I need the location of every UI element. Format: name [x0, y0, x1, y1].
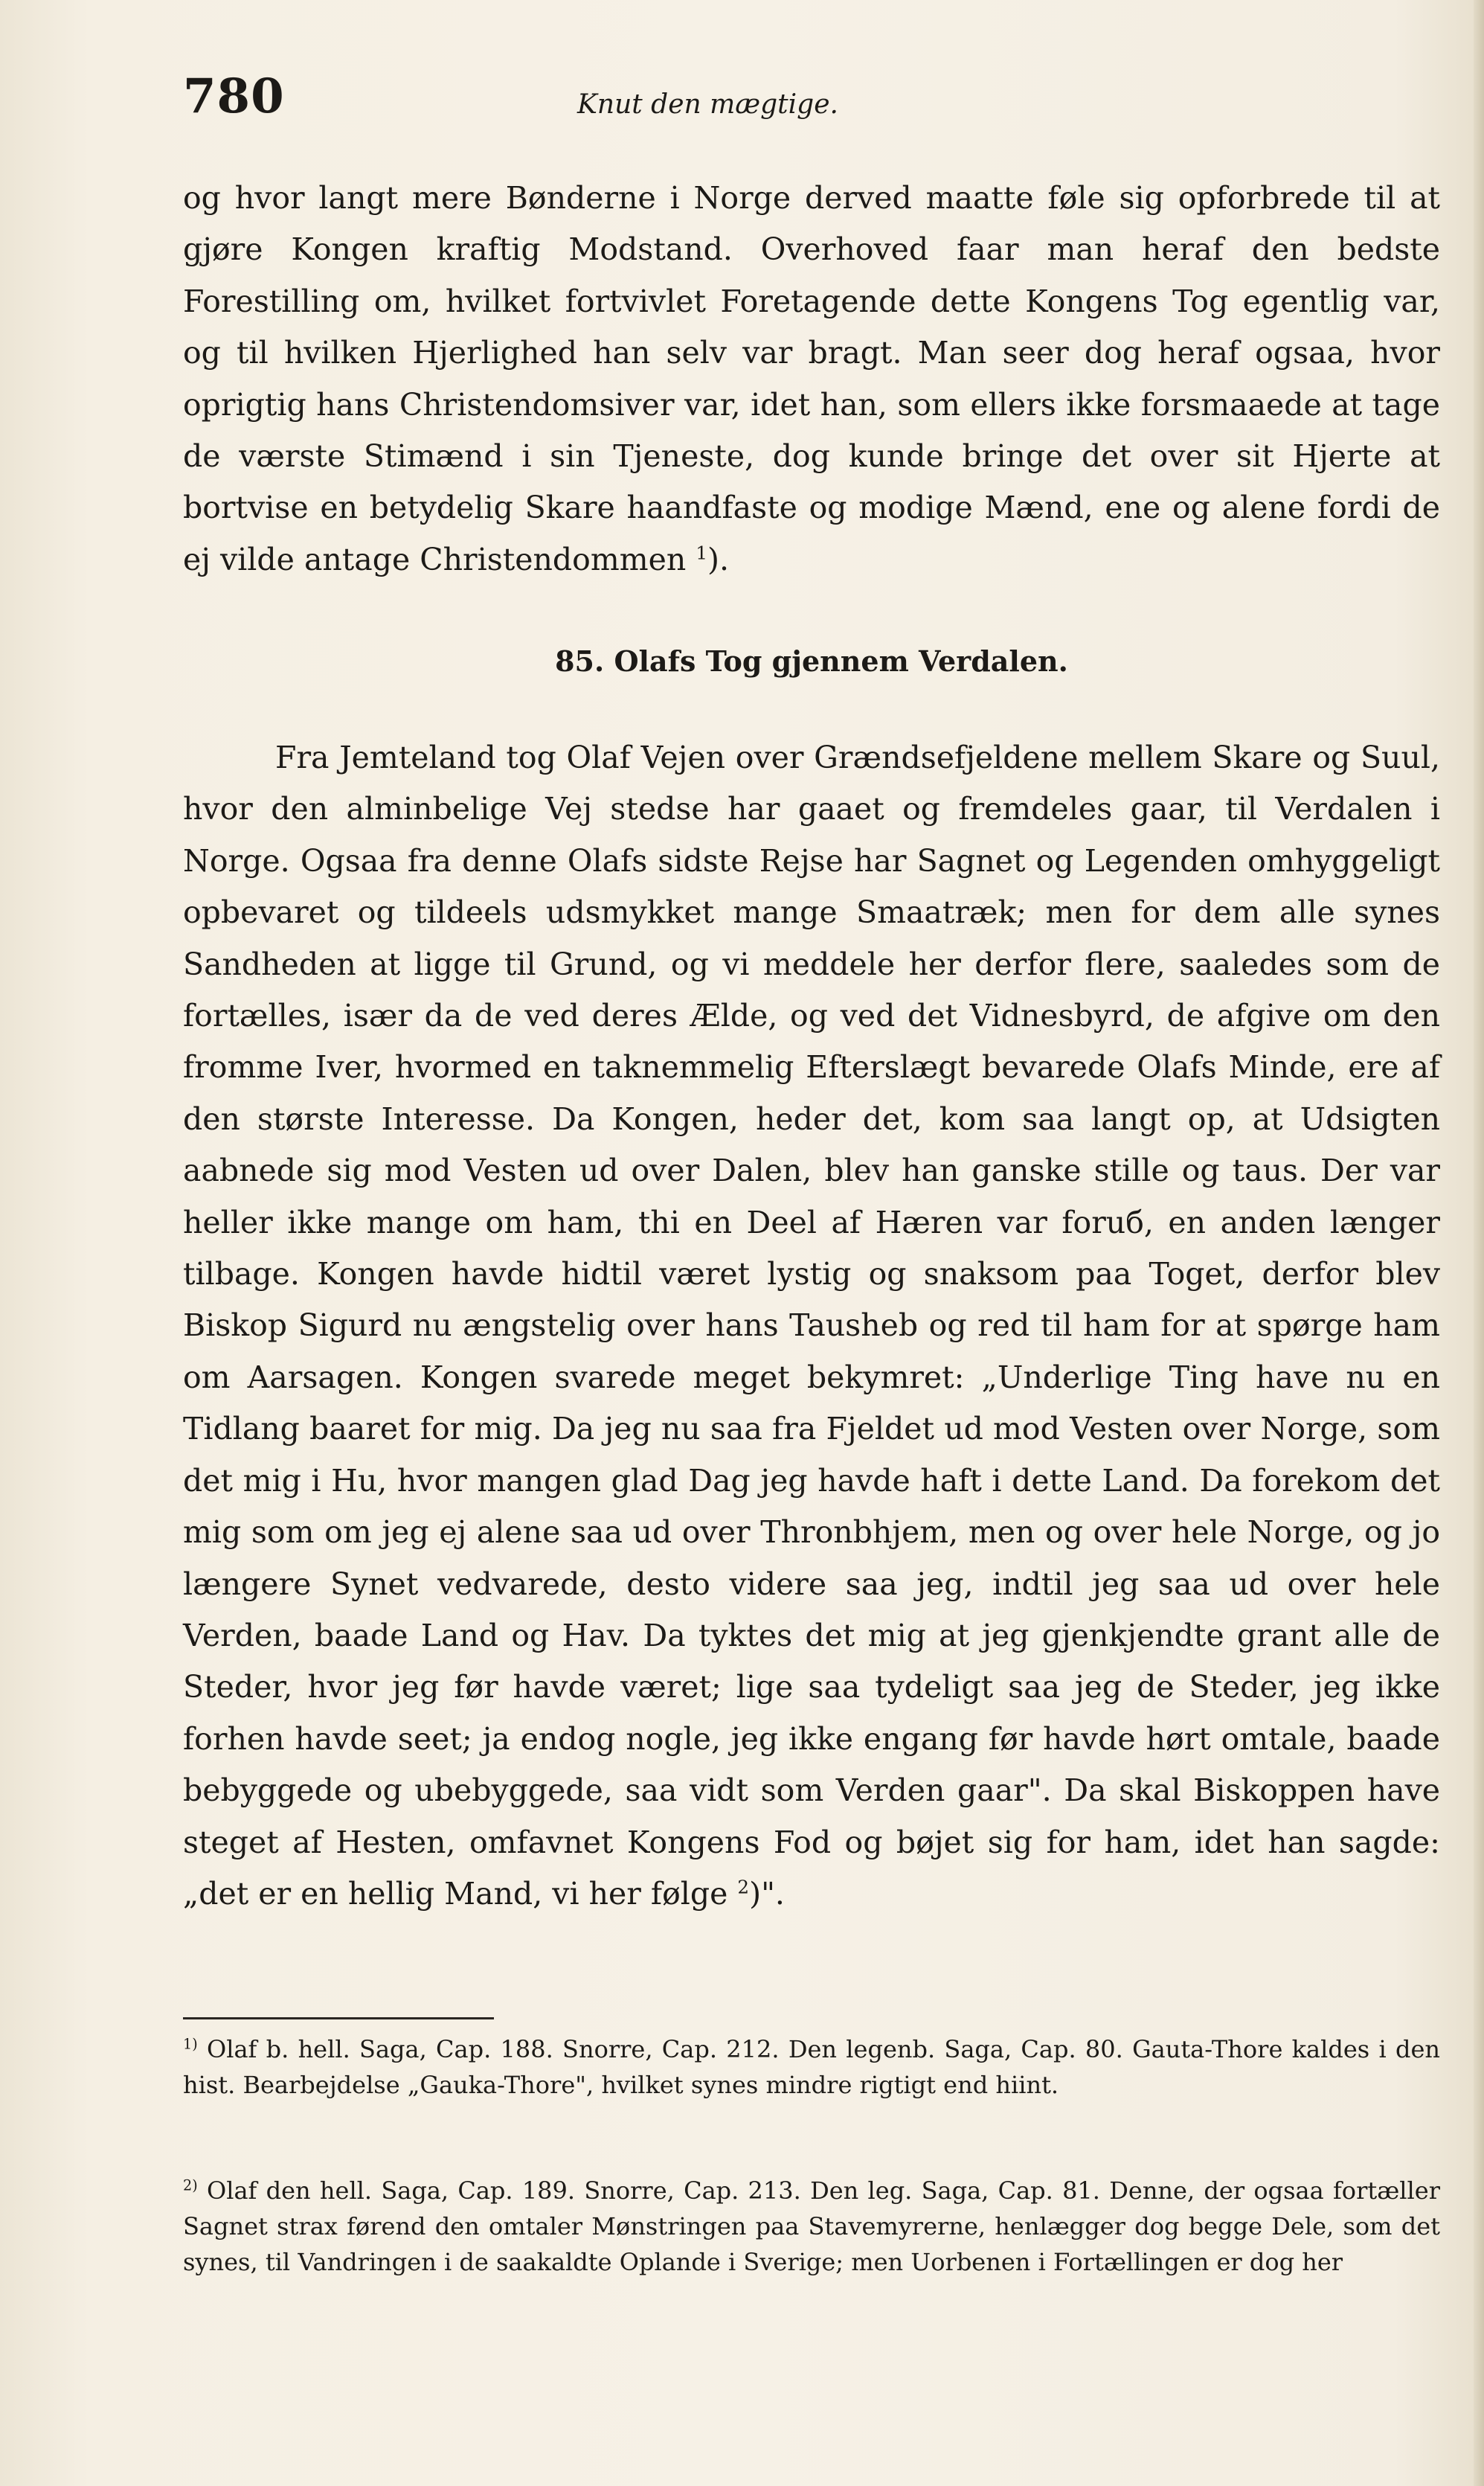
footnote-1-marker: 1) — [183, 2035, 198, 2053]
footnote-ref-1[interactable]: 1 — [696, 542, 707, 564]
footnote-1-text: Olaf b. hell. Saga, Cap. 188. Snorre, Cap. 212. Den legenb. Saga, Cap. 80. Gauta-Thore kaldes i den hist. Bearbejdelse „Gauka-Thore", hvilket synes mindre rigtigt end hiint. — [183, 2035, 1441, 2099]
running-title: Knut den mægtige. — [577, 89, 838, 120]
paragraph-1 — [183, 173, 1440, 586]
page-number: 780 — [183, 68, 285, 124]
paragraph-2 — [183, 732, 1440, 1920]
paragraph-1-end: ). — [707, 541, 730, 577]
paragraph-2-text: Fra Jemteland tog Olaf Vejen over Grændsefjeldene mellem Skare og Suul, hvor den alminbelige Vej stedse har gaaet og fremdeles gaar, til Verdalen i Norge. Ogsaa fra denne Olafs sidste Rejse har Sagnet og Legenden omhyggeligt opbevaret og tildeels udsmykket mange Smaatræk; men for dem alle synes Sandheden at ligge til Grund, og vi meddele her derfor flere, saaledes som de fortælles, især da de ved deres Ælde, og ved det Vidnesbyrd, de afgive om den fromme Iver, hvormed en taknemmelig Efterslægt bevarede Olafs Minde, ere af den største Interesse. Da Kongen, heder det, kom saa langt op, at Udsigten aabnede sig mod Vesten ud over Dalen, blev han ganske stille og taus. Der var heller ikke mange om ham, thi en Deel af Hæren var foruб, en anden længer tilbage. Kongen havde hidtil været lystig og snaksom paa Toget, derfor blev Biskop Sigurd nu ængstelig over hans Tausheb og red til ham for at spørge ham om Aarsagen. Kongen svarede meget bekymret: „Underlige Ting have nu en Tidlang baaret for mig. Da jeg nu saa fra Fjeldet ud mod Vesten over Norge, som det mig i Hu, hvor mangen glad Dag jeg havde haft i dette Land. Da forekom det mig som om jeg ej alene saa ud over Thronbhjem, men og over hele Norge, og jo længere Synet vedvarede, desto videre saa jeg, indtil jeg saa ud over hele Verden, baade Land og Hav. Da tyktes det mig at jeg gjenkjendte grant alle de Steder, hvor jeg før havde været; lige saa tydeligt saa jeg de Steder, jeg ikke forhen havde seet; ja endog nogle, jeg ikke engang før havde hørt omtale, baade bebyggede og ubebyggede, saa vidt som Verden gaar". Da skal Biskoppen have steget af Hesten, omfavnet Kongens Fod og bøjet sig for ham, idet han sagde: „det er en hellig Mand, vi her følge — [183, 740, 1440, 1912]
paragraph-2-end: )". — [749, 1875, 785, 1912]
page-header — [183, 68, 1448, 135]
page-edge-shadow — [1474, 0, 1484, 2486]
footnote-1 — [183, 2031, 1440, 2103]
paragraph-1-text: og hvor langt mere Bønderne i Norge derved maatte føle sig opforbrede til at gjøre Kongen kraftig Modstand. Overhoved faar man heraf den bedste Forestilling om, hvilket fortvivlet Foretagende dette Kongens Tog egentlig var, og til hvilken Hjerlighed han selv var bragt. Man seer dog heraf ogsaa, hvor oprigtig hans Christendomsiver var, idet han, som ellers ikke forsmaaede at tage de værste Stimænd i sin Tjeneste, dog kunde bringe det over sit Hjerte at bortvise en betydelig Skare haandfaste og modige Mænd, ene og alene fordi de ej vilde antage Christendommen — [183, 180, 1440, 577]
footnote-2 — [183, 2173, 1440, 2280]
footnote-2-marker: 2) — [183, 2176, 198, 2194]
section-heading: 85. Olafs Tog gjennem Verdalen. — [555, 644, 1068, 678]
footnote-ref-2[interactable]: 2 — [737, 1876, 750, 1898]
footnote-divider — [183, 2017, 494, 2019]
footnote-2-text: Olaf den hell. Saga, Cap. 189. Snorre, Cap. 213. Den leg. Saga, Cap. 81. Denne, der ogsaa fortæller Sagnet strax førend den omtaler Mønstringen paa Stavemyrerne, henlægger dog begge Dele, som det synes, til Vandringen i de saakaldte Oplande i Sverige; men Uorbenen i Fortællingen er dog her — [183, 2176, 1441, 2276]
